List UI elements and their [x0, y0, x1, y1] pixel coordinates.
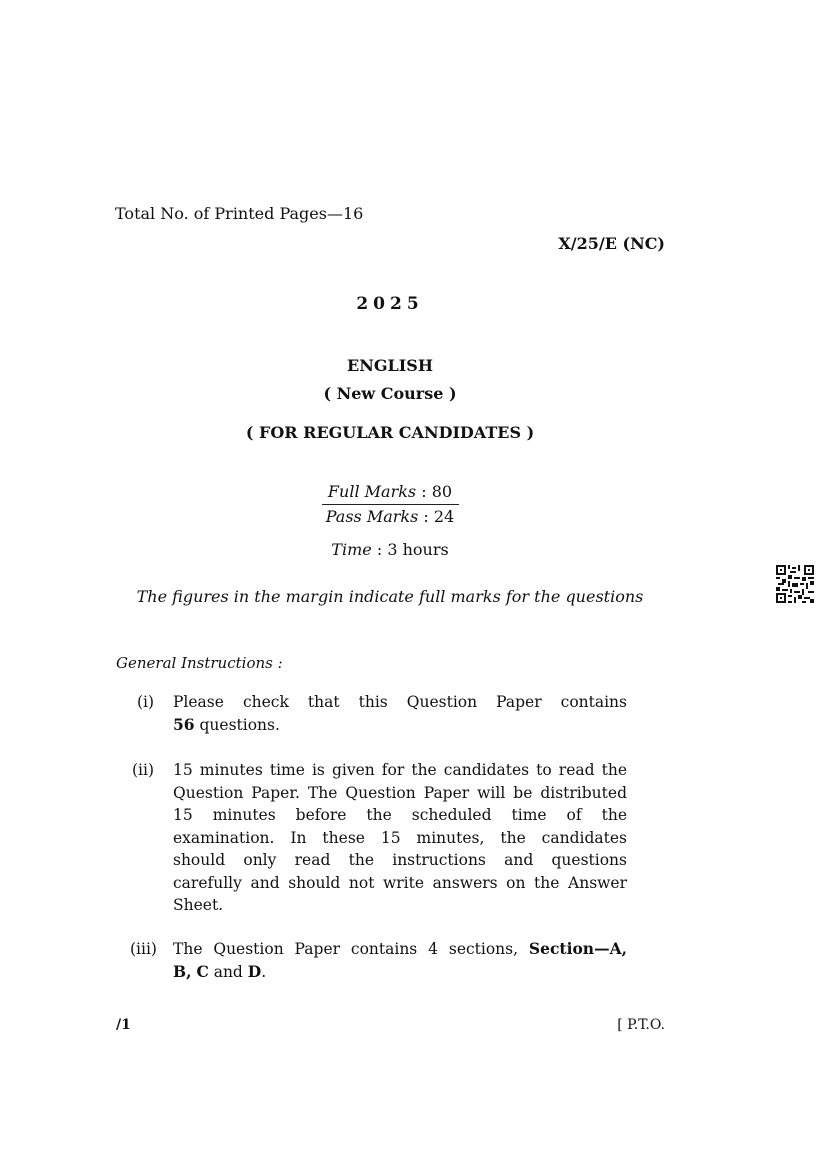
instruction-number: (iii) — [130, 940, 157, 958]
qr-code-icon — [776, 565, 814, 603]
figures-note: The figures in the margin indicate full marks for the questions — [136, 587, 644, 606]
section-b-label: B, — [173, 961, 192, 981]
pass-marks — [0, 507, 780, 526]
instructions-heading: General Instructions : — [116, 654, 283, 672]
instruction-and: and — [208, 962, 248, 981]
instruction-text — [173, 691, 627, 736]
pass-marks-label: Pass Marks — [325, 507, 419, 526]
instruction-line-text: The Question Paper contains 4 sections, — [173, 940, 529, 958]
instruction-item — [130, 691, 627, 737]
section-c-label: C — [196, 961, 209, 981]
marks-divider — [322, 504, 459, 505]
time-allowed — [0, 540, 780, 559]
please-turn-over: [ P.T.O. — [617, 1017, 665, 1033]
instruction-item — [130, 938, 627, 984]
time-separator: : — [376, 540, 383, 559]
time-value: 3 hours — [387, 540, 449, 559]
exam-year: 2025 — [356, 294, 424, 314]
pass-marks-value: 24 — [433, 507, 455, 526]
pass-marks-separator: : — [423, 507, 429, 526]
question-count: 56 — [173, 714, 195, 734]
paper-code: X/25/E (NC) — [558, 234, 665, 253]
instruction-number: (i) — [136, 693, 154, 711]
section-d-label: D — [247, 961, 262, 981]
course-subtitle: ( New Course ) — [323, 384, 457, 403]
full-marks-value: 80 — [431, 482, 453, 501]
section-a-label: Section—A, — [528, 939, 627, 958]
candidates-subtitle: ( FOR REGULAR CANDIDATES ) — [245, 423, 535, 442]
full-marks — [0, 482, 780, 501]
full-marks-separator: : — [421, 482, 427, 501]
instruction-tail: questions. — [194, 715, 280, 734]
instruction-line: 15 minutes before the scheduled time of the — [173, 806, 627, 824]
total-printed-pages: Total No. of Printed Pages—16 — [115, 204, 364, 223]
instruction-line — [173, 714, 627, 737]
instruction-number: (ii) — [131, 761, 154, 779]
instruction-period: . — [261, 962, 267, 981]
instruction-line: carefully and should not write answers on the Answer — [173, 873, 627, 892]
instruction-line: examination. In these 15 minutes, the candidates — [173, 828, 627, 847]
instruction-item — [130, 759, 627, 919]
instruction-line: Sheet. — [173, 896, 224, 914]
instruction-line — [173, 961, 627, 984]
instruction-line — [173, 938, 627, 961]
instruction-line: should only read the instructions and questions — [173, 851, 627, 869]
page-number: /1 — [116, 1017, 131, 1033]
instruction-text — [173, 938, 627, 983]
instruction-line: Please check that this Question Paper contains — [173, 693, 627, 711]
time-label: Time — [331, 540, 372, 559]
instruction-text — [173, 759, 627, 917]
full-marks-label: Full Marks — [327, 482, 417, 501]
subject-title: ENGLISH — [347, 356, 433, 375]
instruction-line: Question Paper. The Question Paper will be distributed — [173, 783, 627, 802]
instruction-line: 15 minutes time is given for the candidates to read the — [173, 761, 627, 779]
